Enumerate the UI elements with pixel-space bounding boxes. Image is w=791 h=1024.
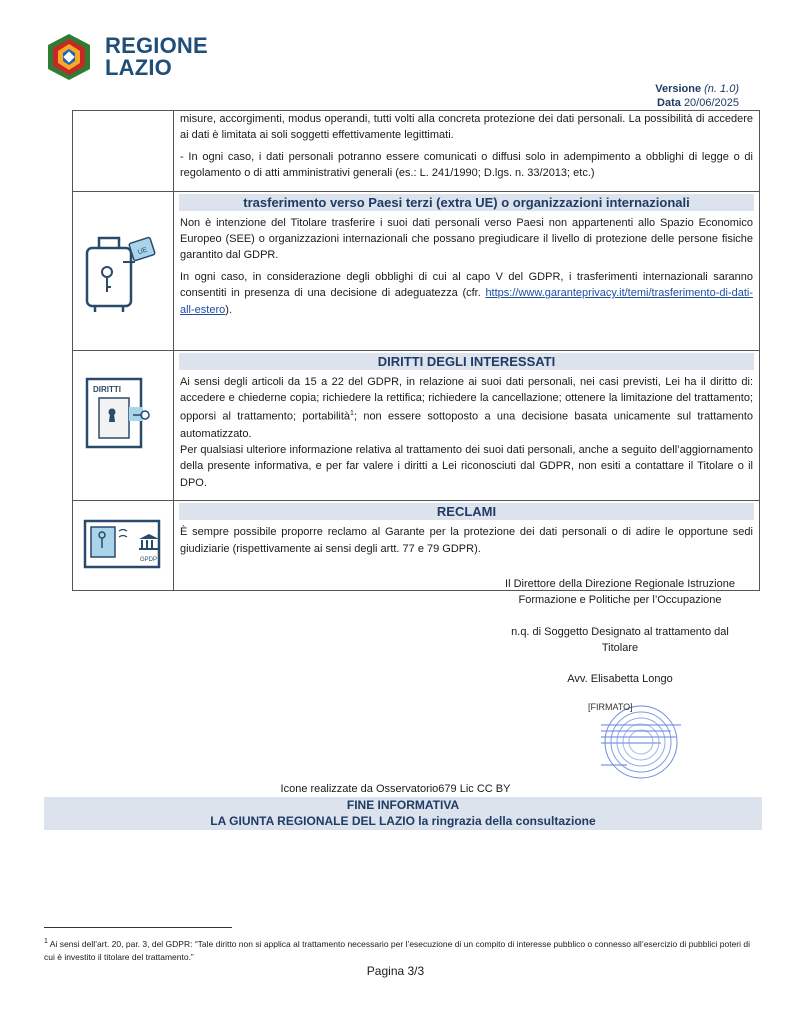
svg-text:GPDP: GPDP — [140, 557, 158, 564]
signer-designation: n.q. di Soggetto Designato al trattamento dal Titolare — [511, 626, 729, 654]
version-block: Versione (n. 1.0) Data 20/06/2025 — [655, 83, 739, 109]
gpdp-claim-icon — [73, 501, 173, 585]
svg-text:UE: UE — [136, 246, 149, 256]
rights-door-icon — [73, 351, 173, 480]
table-row — [73, 111, 760, 192]
footnote: $^1$ Ai sensi dell’art. 20, par. 3, del GDPR: “Tale diritto non si applica al trattamento necessario per l’esecuzione di un compito di interesse pubblico o connesso all’esercizio di pubblici poteri di cui è investito il titolare del trattamento.” — [44, 938, 751, 962]
icons-credit: Icone realizzate da Osservatorio679 Lic CC BY — [280, 783, 511, 795]
svg-text:DIRITTI: DIRITTI — [93, 384, 121, 394]
end-banner: FINE INFORMATIVA LA GIUNTA REGIONALE DEL LAZIO la ringrazia della consultazione — [44, 797, 762, 830]
row-text: Per qualsiasi ulteriore informazione relativa al trattamento dei suoi dati personali, anche a seguito dell’aggiornamento della presente informativa, e per far valere i diritti a Lei riconosciuti dal GDPR, non esiti a contattare il Titolare o il DPO. — [180, 443, 753, 489]
info-table — [72, 110, 760, 591]
table-row — [73, 191, 760, 350]
signer-role: Il Direttore della Direzione Regionale Istruzione Formazione e Politiche per l’Occupazione — [505, 578, 735, 606]
page-number: Pagina 3/3 — [366, 964, 425, 978]
logo-wordmark: REGIONE LAZIO — [105, 33, 208, 80]
row-text: misure, accorgimenti, modus operandi, tutti volti alla concreta protezione dei dati personali. La possibilità di accedere ai dati è limitata ai soli soggetti effettivamente legittimati. — [180, 113, 753, 142]
signer-name: Avv. Elisabetta Longo — [567, 673, 673, 685]
digital-signature-stamp — [593, 700, 689, 780]
row-text: Non è intenzione del Titolare trasferire i suoi dati personali verso Paesi non appartenenti allo Spazio Economico Europeo (SEE) o organizzazioni internazionali che possano pregiudicare il livello di protezione delle persone fisiche garantito dal GDPR. — [180, 216, 753, 262]
footnote-divider — [44, 927, 232, 928]
stamp-label: [FIRMATO] — [588, 702, 633, 712]
row-text: Ai sensi degli articoli da 15 a 22 del GDPR, in relazione ai suoi dati personali, nei casi previsti, Lei ha il diritto di: accedere e chiederne copia; richiedere la rettifica; richiedere la cancellazione; ottenere la limitazione del trattamento; opporsi al trattamento; portabilità$^1$; non essere sottoposto a una decisione basata unicamente sul trattamento automatizzato. — [180, 375, 753, 440]
table-row — [73, 350, 760, 501]
garante-link[interactable]: https://www.garanteprivacy.it/temi/trasferimento-di-dati-all-estero — [180, 287, 753, 316]
row-text: È sempre possibile proporre reclamo al Garante per la protezione dei dati personali o di adire le opportune sedi giudiziarie (rispettivamente ai sensi degli artt. 77 e 79 GDPR). — [180, 526, 753, 555]
section-title: trasferimento verso Paesi terzi (extra UE) o organizzazioni internazionali — [179, 194, 754, 211]
section-title: RECLAMI — [179, 503, 754, 520]
suitcase-icon — [73, 192, 173, 345]
regione-lazio-logo — [45, 33, 93, 81]
row-text: - In ogni caso, i dati personali potranno essere comunicati o diffusi solo in adempimento a obblighi di legge o di regolamento o di atti amministrativi generali (es.: L. 241/1990; D.lgs. n. 33/2013; etc.) — [180, 150, 753, 180]
section-title: DIRITTI DEGLI INTERESSATI — [179, 353, 754, 370]
row-text: In ogni caso, in considerazione degli obblighi di cui al capo V del GDPR, i trasferimenti internazionali saranno consentiti in presenza di una decisione di adeguatezza (cfr. https://www.garanteprivacy.it/temi/trasferimento-di-dati-all-estero). — [180, 270, 753, 316]
